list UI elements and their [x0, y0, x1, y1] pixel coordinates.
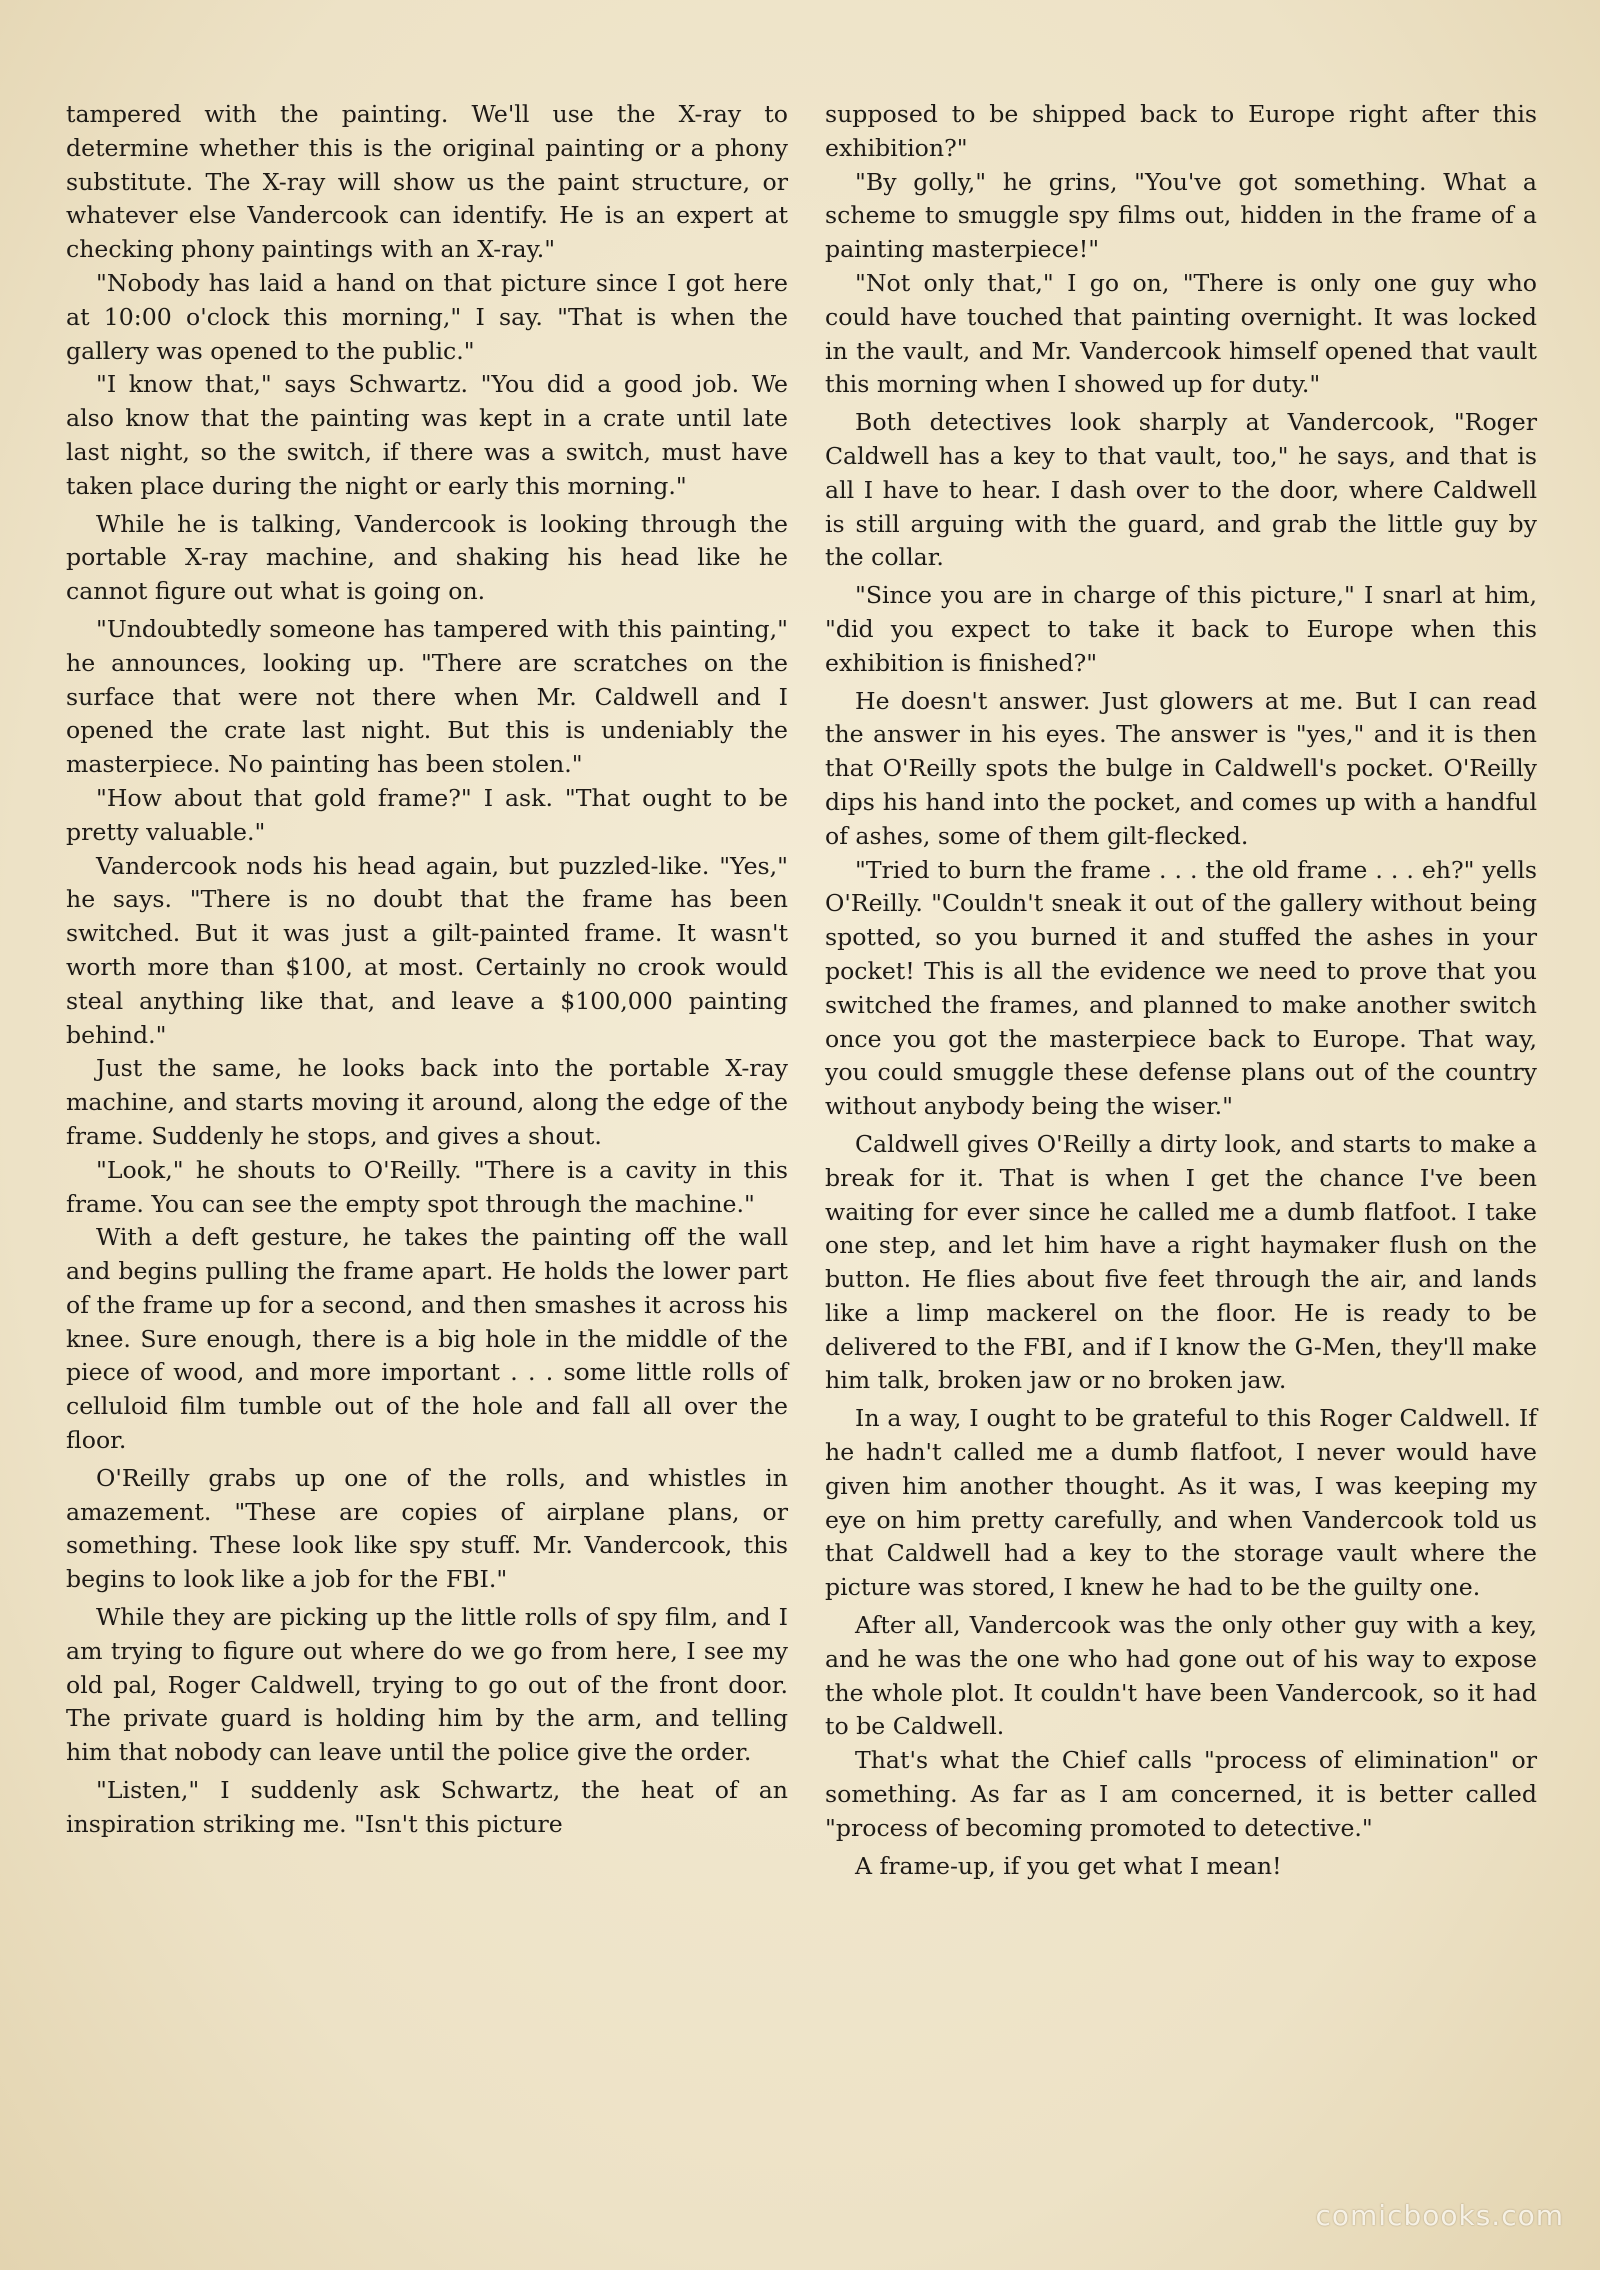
paragraph: While they are picking up the little rolls of spy film, and I am trying to figure out where do we go from here, I see my old pal, Roger Caldwell, trying to go out of the front door. The private guard is holding him by the arm, and telling him that nobody can leave until the police give the order.: [66, 1603, 788, 1767]
paragraph: While he is talking, Vandercook is looking through the portable X-ray machine, and shaking his head like he cannot figure out what is going on.: [66, 509, 788, 606]
paragraph: "Not only that," I go on, "There is only one guy who could have touched that painting overnight. It was locked in the vault, and Mr. Vandercook himself opened that vault this morning when I showed up for duty.": [825, 268, 1537, 399]
paragraph: A frame-up, if you get what I mean!: [855, 1851, 1282, 1880]
paragraph: After all, Vandercook was the only other guy with a key, and he was the one who had gone out of his way to expose the whole plot. It couldn't have been Vandercook, so it had to be Caldwell.: [825, 1611, 1537, 1741]
paragraph: "Look," he shouts to O'Reilly. "There is a cavity in this frame. You can see the empty spot through the machine.": [66, 1155, 788, 1218]
paragraph: In a way, I ought to be grateful to this Roger Caldwell. If he hadn't called me a dumb flatfoot, I never would have given him another thought. As it was, I was keeping my eye on him pretty carefully, and when Vandercook told us that Caldwell had a key to the storage vault where the picture was stored, I knew he had to be the guilty one.: [825, 1404, 1537, 1602]
left-text-column: [66, 98, 788, 1842]
paragraph: Both detectives look sharply at Vandercook, "Roger Caldwell has a key to that vault, too," he says, and that is all I have to hear. I dash over to the door, where Caldwell is still arguing with the guard, and grab the little guy by the collar.: [825, 408, 1537, 572]
paragraph: "Nobody has laid a hand on that picture since I got here at 10:00 o'clock this morning," I say. "That is when the gallery was opened to the public.": [66, 268, 788, 365]
right-text-column: [825, 98, 1537, 1883]
paragraph: Vandercook nods his head again, but puzzled-like. "Yes," he says. "There is no doubt that the frame has been switched. But it was just a gilt-painted frame. It wasn't worth more than $100, at most. Certainly no crook would steal anything like that, and leave a $100,000 painting behind.": [66, 851, 788, 1049]
paragraph: Caldwell gives O'Reilly a dirty look, and starts to make a break for it. That is when I get the chance I've been waiting for ever since he called me a dumb flatfoot. I take one step, and let him have a right haymaker flush on the button. He flies about five feet through the air, and lands like a limp mackerel on the floor. He is ready to be delivered to the FBI, and if I know the G-Men, they'll make him talk, broken jaw or no broken jaw.: [825, 1129, 1537, 1395]
paragraph: supposed to be shipped back to Europe right after this exhibition?": [825, 100, 1537, 162]
paragraph: "By golly," he grins, "You've got something. What a scheme to smuggle spy films out, hidden in the frame of a painting masterpiece!": [825, 167, 1537, 264]
paragraph: "Undoubtedly someone has tampered with this painting," he announces, looking up. "There are scratches on the surface that were not there when Mr. Caldwell and I opened the crate last night. But this is undeniably the masterpiece. No painting has been stolen.": [66, 614, 788, 779]
paragraph: Just the same, he looks back into the portable X-ray machine, and starts moving it around, along the edge of the frame. Suddenly he stops, and gives a shout.: [66, 1054, 788, 1150]
source-watermark: comicbooks.com: [1315, 2199, 1564, 2232]
paragraph: "How about that gold frame?" I ask. "That ought to be pretty valuable.": [66, 783, 788, 846]
paragraph: He doesn't answer. Just glowers at me. But I can read the answer in his eyes. The answer is "yes," and it is then that O'Reilly spots the bulge in Caldwell's pocket. O'Reilly dips his hand into the pocket, and comes up with a handful of ashes, some of them gilt-flecked.: [825, 686, 1537, 850]
paragraph: "Since you are in charge of this picture," I snarl at him, "did you expect to take it back to Europe when this exhibition is finished?": [825, 581, 1537, 677]
paragraph: tampered with the painting. We'll use the X-ray to determine whether this is the original painting or a phony substitute. The X-ray will show us the paint structure, or whatever else Vandercook can identify. He is an expert at checking phony paintings with an X-ray.": [66, 100, 788, 264]
paragraph: That's what the Chief calls "process of elimination" or something. As far as I am concerned, it is better called "process of becoming promoted to detective.": [825, 1746, 1537, 1842]
paragraph: O'Reilly grabs up one of the rolls, and whistles in amazement. "These are copies of airplane plans, or something. These look like spy stuff. Mr. Vandercook, this begins to look like a job for the FBI.": [66, 1463, 788, 1594]
paragraph: "Tried to burn the frame . . . the old frame . . . eh?" yells O'Reilly. "Couldn't sneak it out of the gallery without being spotted, so you burned it and stuffed the ashes in your pocket! This is all the evidence we need to prove that you switched the frames, and planned to make another switch once you got the masterpiece back to Europe. That way, you could smuggle these defense plans out of the country without anybody being the wiser.": [825, 855, 1537, 1121]
paragraph: "Listen," I suddenly ask Schwartz, the heat of an inspiration striking me. "Isn't this picture: [66, 1776, 788, 1838]
paragraph: "I know that," says Schwartz. "You did a good job. We also know that the painting was kept in a crate until late last night, so the switch, if there was a switch, must have taken place during the night or early this morning.": [66, 370, 788, 500]
paragraph: With a deft gesture, he takes the painting off the wall and begins pulling the frame apart. He holds the lower part of the frame up for a second, and then smashes it across his knee. Sure enough, there is a big hole in the middle of the piece of wood, and more important . . . some little rolls of celluloid film tumble out of the hole and fall all over the floor.: [66, 1223, 788, 1455]
